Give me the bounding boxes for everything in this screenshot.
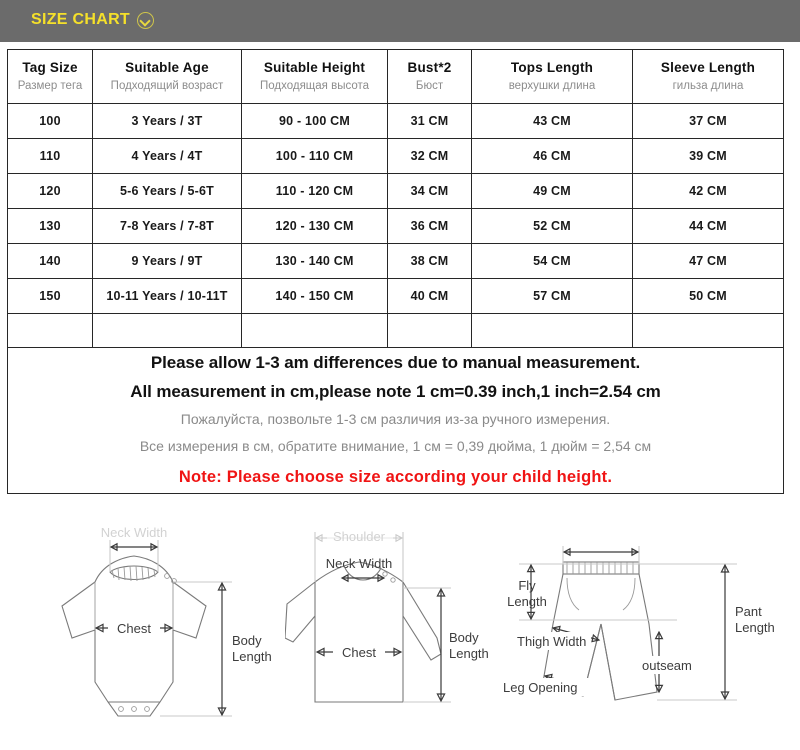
column-header-ru: верхушки длина [508,80,596,92]
column-header-ru: Размер тега [17,80,83,92]
column-header-suitable-age [93,50,242,104]
column-header-en: Suitable Height [263,60,366,75]
note-line-english-2: All measurement in cm,please note 1 cm=0.39 inch,1 inch=2.54 cm [130,382,661,401]
label-fly-length-line1: Fly [518,578,536,593]
cell-bust: 36 CM [388,209,472,244]
cell-sleeve-length: 42 CM [633,174,784,209]
label-body-length-line1: Body [232,633,262,648]
cell-empty [633,314,784,348]
label-pant-length-line1: Pant [735,604,762,619]
label-thigh-width: Thigh Width [517,634,587,649]
table-row [8,139,784,174]
cell-sleeve-length: 39 CM [633,139,784,174]
diagram-bodysuit [10,520,275,750]
table-row [8,174,784,209]
cell-tag-size: 140 [8,244,93,279]
label-body-length-line2: Length [232,649,272,664]
note-line-warning: Note: Please choose size according your child height. [178,468,613,486]
label-chest: Chest [342,645,376,660]
cell-empty [8,314,93,348]
cell-suitable-height: 100 - 110 CM [242,139,388,174]
column-header-en: Suitable Age [125,60,209,75]
table-row [8,279,784,314]
cell-bust: 32 CM [388,139,472,174]
column-header-sleeve-length [633,50,784,104]
label-chest: Chest [117,621,151,636]
diagram-pants [487,520,792,750]
cell-empty [242,314,388,348]
cell-tops-length: 43 CM [472,104,633,139]
cell-bust: 40 CM [388,279,472,314]
cell-tag-size: 100 [8,104,93,139]
cell-suitable-height: 130 - 140 CM [242,244,388,279]
cell-suitable-age: 3 Years / 3T [93,104,242,139]
cell-empty [388,314,472,348]
column-header-en: Bust*2 [407,60,452,75]
column-header-ru: Бюст [415,80,444,92]
cell-bust: 38 CM [388,244,472,279]
cell-bust: 34 CM [388,174,472,209]
size-chart-table [7,49,784,494]
cell-tops-length: 54 CM [472,244,633,279]
column-header-bust [388,50,472,104]
label-neck-width: Neck Width [325,556,393,571]
cell-empty [93,314,242,348]
cell-tag-size: 130 [8,209,93,244]
cell-sleeve-length: 50 CM [633,279,784,314]
table-row [8,104,784,139]
column-header-en: Sleeve Length [660,60,756,75]
label-body-length-line1: Body [449,630,479,645]
cell-tag-size: 150 [8,279,93,314]
measurement-diagrams [0,520,800,750]
cell-suitable-height: 90 - 100 CM [242,104,388,139]
column-header-ru: гильза длина [672,80,744,92]
note-line-english-1: Please allow 1-3 am differences due to manual measurement. [150,353,641,372]
chevron-down-icon[interactable] [137,12,154,29]
column-header-en: Tag Size [22,60,78,75]
column-header-suitable-height [242,50,388,104]
cell-sleeve-length: 47 CM [633,244,784,279]
note-line-russian-2: Все измерения в см, обратите внимание, 1 см = 0,39 дюйма, 1 дюйм = 2,54 см [139,438,652,454]
page-title: SIZE CHART [31,11,130,28]
cell-tops-length: 49 CM [472,174,633,209]
label-pant-length-line2: Length [735,620,775,635]
cell-tops-length: 46 CM [472,139,633,174]
label-neck-width: Neck Width [100,525,168,540]
cell-suitable-age: 7-8 Years / 7-8T [93,209,242,244]
table-row [8,244,784,279]
cell-suitable-age: 9 Years / 9T [93,244,242,279]
size-chart-header[interactable] [31,11,154,29]
cell-suitable-age: 5-6 Years / 5-6T [93,174,242,209]
cell-suitable-age: 10-11 Years / 10-11T [93,279,242,314]
cell-tops-length: 57 CM [472,279,633,314]
column-header-tag-size [8,50,93,104]
column-header-ru: Подходящий возраст [110,80,224,92]
label-body-length-line2: Length [449,646,489,661]
label-fly-length-line2: Length [507,594,547,609]
cell-suitable-height: 140 - 150 CM [242,279,388,314]
notes-row [8,348,784,494]
cell-empty [472,314,633,348]
label-shoulder: Shoulder [332,529,386,544]
cell-suitable-age: 4 Years / 4T [93,139,242,174]
cell-sleeve-length: 37 CM [633,104,784,139]
table-header-row [8,50,784,104]
table-row-empty [8,314,784,348]
label-outseam: outseam [642,658,692,673]
notes-block [8,348,784,494]
label-leg-opening: Leg Opening [503,680,578,695]
cell-bust: 31 CM [388,104,472,139]
cell-sleeve-length: 44 CM [633,209,784,244]
size-chart-header-bar [0,0,800,42]
column-header-ru: Подходящая высота [259,80,370,92]
cell-suitable-height: 110 - 120 CM [242,174,388,209]
diagram-sweater [285,520,500,750]
cell-suitable-height: 120 - 130 CM [242,209,388,244]
cell-tag-size: 120 [8,174,93,209]
note-line-russian-1: Пожалуйста, позвольте 1-3 см различия из-за ручного измерения. [180,411,611,427]
cell-tag-size: 110 [8,139,93,174]
table-row [8,209,784,244]
column-header-tops-length [472,50,633,104]
column-header-en: Tops Length [510,60,594,75]
cell-tops-length: 52 CM [472,209,633,244]
